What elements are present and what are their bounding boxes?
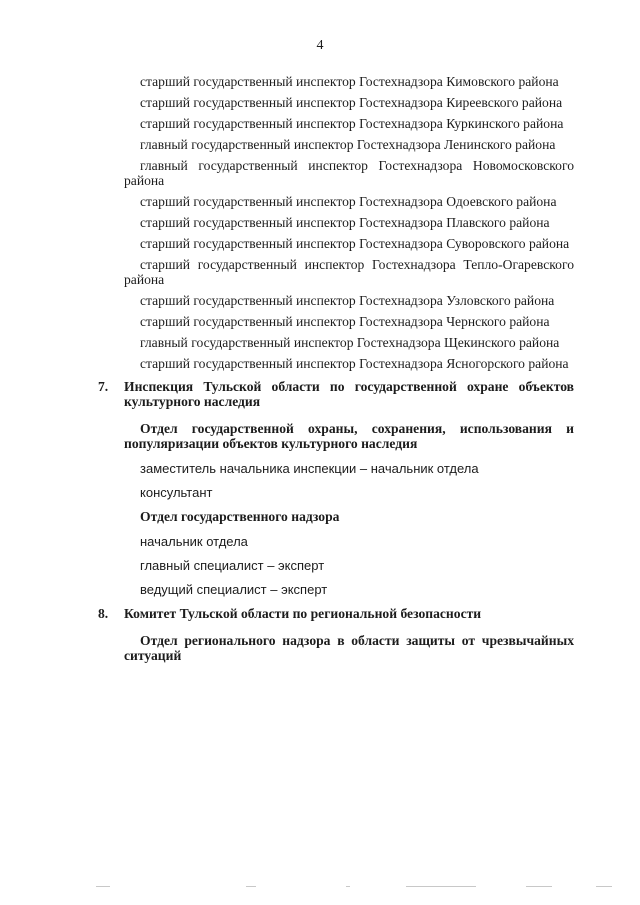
section-number: 7. [98,379,109,394]
department-heading: Отдел государственной охраны, сохранения, использования и популяризации объектов культурного наследия [124,421,574,451]
position-item: ведущий специалист – эксперт [140,582,328,597]
inspector-entry: старший государственный инспектор Гостехнадзора Куркинского района [140,116,564,131]
position-item: главный специалист – эксперт [140,558,325,573]
inspector-entry: старший государственный инспектор Гостехнадзора Узловского района [140,293,555,308]
document-body [98,74,574,673]
scan-artifact-line [96,886,616,890]
section-title: Комитет Тульской области по региональной безопасности [124,606,482,621]
inspector-entry: старший государственный инспектор Гостехнадзора Чернского района [140,314,550,329]
inspector-entry: старший государственный инспектор Гостехнадзора Кимовского района [140,74,559,89]
section-title: Инспекция Тульской области по государственной охране объектов культурного наследия [124,379,574,409]
inspector-entry: главный государственный инспектор Гостехнадзора Ленинского района [140,137,556,152]
position-item: консультант [140,485,213,500]
inspector-entry: главный государственный инспектор Гостехнадзора Щекинского района [140,335,560,350]
inspector-entry: старший государственный инспектор Гостехнадзора Тепло-Огаревского района [124,257,574,287]
inspector-entry: старший государственный инспектор Гостехнадзора Киреевского района [140,95,563,110]
inspector-entry: главный государственный инспектор Гостехнадзора Новомосковского района [124,158,574,188]
department-heading: Отдел государственного надзора [140,509,340,524]
page-number: 4 [316,38,324,53]
position-item: заместитель начальника инспекции – начальник отдела [140,461,479,476]
inspector-entry: старший государственный инспектор Гостехнадзора Одоевского района [140,194,557,209]
section-number: 8. [98,606,109,621]
inspector-entry: старший государственный инспектор Гостехнадзора Суворовского района [140,236,570,251]
department-heading: Отдел регионального надзора в области защиты от чрезвычайных ситуаций [124,633,574,663]
position-item: начальник отдела [140,534,248,549]
inspector-entry: старший государственный инспектор Гостехнадзора Плавского района [140,215,550,230]
section-7-heading [98,379,574,409]
section-8-heading [98,606,574,621]
inspector-entry: старший государственный инспектор Гостехнадзора Ясногорского района [140,356,569,371]
